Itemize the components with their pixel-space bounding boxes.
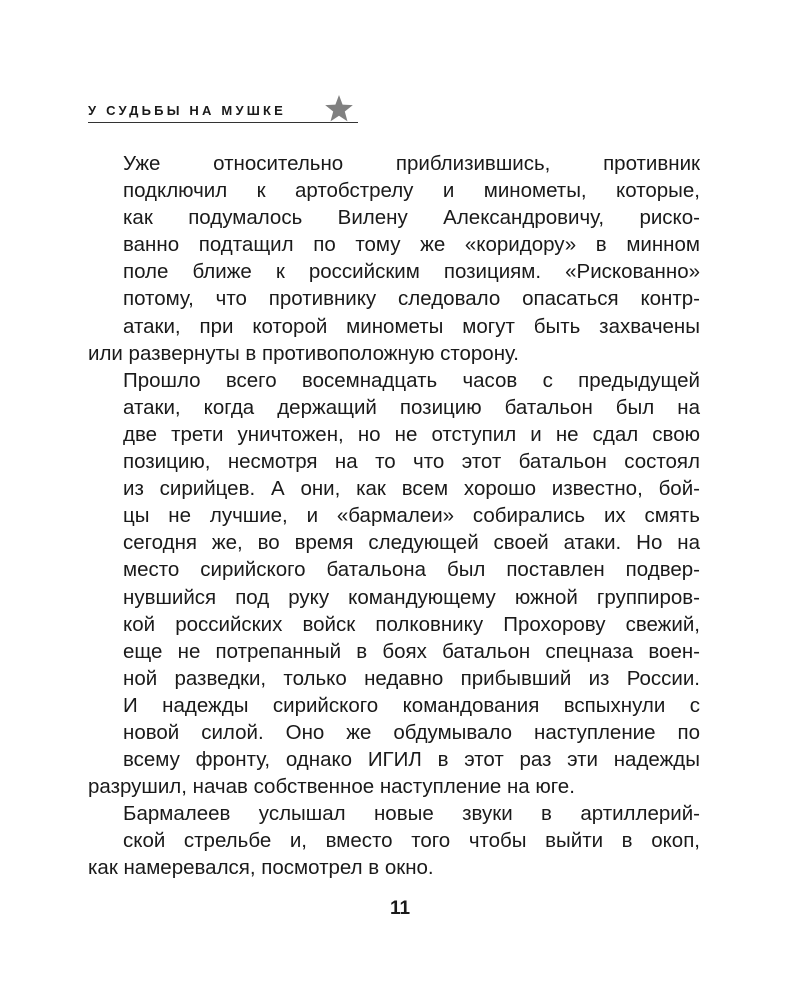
text-line: две трети уничтожен, но не отступил и не сдал свою bbox=[123, 422, 700, 446]
text-line: сегодня же, во время следующей своей атаки. Но на bbox=[123, 531, 700, 555]
text-line: ской стрельбе и, вместо того чтобы выйти в окоп, bbox=[123, 829, 700, 853]
paragraph-3 bbox=[88, 800, 700, 854]
paragraph-1-end bbox=[88, 340, 700, 367]
text-line: как подумалось Вилену Александровичу, риско- bbox=[123, 206, 700, 230]
text-line: Прошло всего восемнадцать часов с предыдущей bbox=[123, 368, 700, 392]
text-line: позицию, несмотря на то что этот батальон состоял bbox=[123, 450, 700, 474]
star-shape bbox=[325, 95, 353, 121]
paragraph-2 bbox=[88, 367, 700, 773]
star-icon bbox=[324, 94, 354, 124]
text-line: Уже относительно приблизившись, противник bbox=[123, 152, 700, 175]
text-line: еще не потрепанный в боях батальон спецназа воен- bbox=[123, 639, 700, 663]
text-line: ной разведки, только недавно прибывший из России. bbox=[123, 666, 700, 690]
text-body bbox=[88, 150, 700, 882]
paragraph-1 bbox=[88, 150, 700, 340]
paragraph-2-end bbox=[88, 773, 700, 800]
text-line: или развернуты в противоположную сторону. bbox=[88, 341, 519, 365]
text-line: атаки, при которой минометы могут быть захвачены bbox=[123, 314, 700, 338]
text-line: нувшийся под руку командующему южной группиров- bbox=[123, 585, 700, 609]
text-line: разрушил, начав собственное наступление на юге. bbox=[88, 775, 575, 799]
text-line: поле ближе к российским позициям. «Рискованно» bbox=[123, 260, 700, 284]
paragraph-3-end bbox=[88, 854, 700, 881]
text-line: всему фронту, однако ИГИЛ в этот раз эти надежды bbox=[123, 748, 700, 772]
text-line: новой силой. Оно же обдумывало наступление по bbox=[123, 720, 700, 744]
text-line: Бармалеев услышал новые звуки в артиллерий- bbox=[123, 802, 700, 826]
text-line: место сирийского батальона был поставлен подвер- bbox=[123, 558, 700, 582]
text-line: цы не лучшие, и «бармалеи» собирались их смять bbox=[123, 504, 700, 528]
header-rule bbox=[88, 122, 358, 123]
text-line: подключил к артобстрелу и минометы, которые, bbox=[123, 179, 700, 203]
text-line: как намеревался, посмотрел в окно. bbox=[88, 856, 434, 880]
text-line: атаки, когда держащий позицию батальон был на bbox=[123, 395, 700, 419]
running-header bbox=[88, 94, 358, 126]
text-line: И надежды сирийского командования вспыхнули с bbox=[123, 693, 700, 717]
running-title: У СУДЬБЫ НА МУШКЕ bbox=[88, 103, 287, 118]
text-line: из сирийцев. А они, как всем хорошо известно, бой- bbox=[123, 477, 700, 501]
text-line: потому, что противнику следовало опасаться контр- bbox=[123, 287, 700, 311]
text-line: ванно подтащил по тому же «коридору» в минном bbox=[123, 233, 700, 257]
text-line: кой российских войск полковнику Прохорову свежий, bbox=[123, 612, 700, 636]
page-number: 11 bbox=[389, 898, 411, 919]
